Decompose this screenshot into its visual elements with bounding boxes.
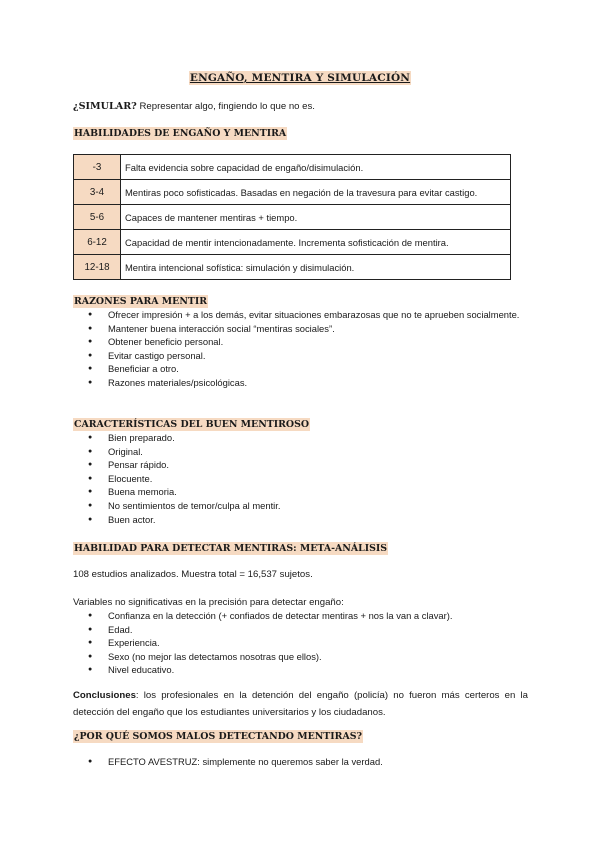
list-item: ● Confianza en la detección (+ confiados de detectar mentiras + nos la van a clavar).	[73, 609, 528, 623]
list-item: ● Nivel educativo.	[73, 663, 528, 677]
conclusiones-label: Conclusiones	[73, 690, 136, 701]
list-item: ● Evitar castigo personal.	[73, 349, 528, 363]
razones-list	[73, 308, 528, 390]
heading-deteccion: HABILIDAD PARA DETECTAR MENTIRAS: META-ANÁLISIS	[74, 543, 388, 554]
list-item: ● Beneficiar a otro.	[73, 362, 528, 376]
description-cell: Mentira intencional sofística: simulación y disimulación.	[121, 255, 511, 280]
list-item: ● Ofrecer impresión + a los demás, evitar situaciones embarazosas que no te aprueben socialmente.	[73, 308, 528, 322]
list-item: ● Razones materiales/psicológicas.	[73, 376, 528, 390]
habilidades-row	[74, 230, 511, 255]
habilidades-row	[74, 180, 511, 205]
description-cell: Capacidad de mentir intencionadamente. Incrementa sofisticación de mentira.	[121, 230, 511, 255]
list-item: ● Bien preparado.	[73, 431, 528, 445]
variables-intro: Variables no significativas en la precisión para detectar engaño:	[73, 597, 344, 608]
list-item: ● Experiencia.	[73, 636, 528, 650]
list-item: ● Obtener beneficio personal.	[73, 335, 528, 349]
age-range-cell: 5-6	[74, 205, 121, 230]
habilidades-table	[73, 154, 511, 280]
list-item: ● EFECTO AVESTRUZ: simplemente no queremos saber la verdad.	[73, 755, 528, 769]
list-item: ● Elocuente.	[73, 472, 528, 486]
document-title: ENGAÑO, MENTIRA Y SIMULACIÓN	[189, 72, 411, 84]
age-range-cell: 6-12	[74, 230, 121, 255]
list-item: ● Mantener buena interacción social “mentiras sociales”.	[73, 322, 528, 336]
age-range-cell: 3-4	[74, 180, 121, 205]
malos-list	[73, 755, 528, 769]
description-cell: Mentiras poco sofisticadas. Basadas en negación de la travesura para evitar castigo.	[121, 180, 511, 205]
heading-habilidades: HABILIDADES DE ENGAÑO Y MENTIRA	[74, 128, 287, 139]
estudios-text: 108 estudios analizados. Muestra total = 16,537 sujetos.	[73, 569, 313, 580]
simular-definition	[73, 101, 315, 112]
list-item: ● Original.	[73, 445, 528, 459]
heading-malos: ¿POR QUÉ SOMOS MALOS DETECTANDO MENTIRAS?	[74, 731, 362, 742]
habilidades-row	[74, 205, 511, 230]
conclusiones-text: : los profesionales en la detención del engaño (policía) no fueron más certeros en la detección del engaño que los estudiantes universitarios y los ciudadanos.	[73, 690, 528, 718]
description-cell: Falta evidencia sobre capacidad de engaño/disimulación.	[121, 155, 511, 180]
list-item: ● Buena memoria.	[73, 485, 528, 499]
conclusiones-paragraph	[73, 688, 528, 721]
description-cell: Capaces de mantener mentiras + tiempo.	[121, 205, 511, 230]
heading-caracteristicas: CARACTERÍSTICAS DEL BUEN MENTIROSO	[74, 419, 310, 430]
heading-razones: RAZONES PARA MENTIR	[74, 296, 208, 307]
caracteristicas-list	[73, 431, 528, 526]
age-range-cell: 12-18	[74, 255, 121, 280]
simular-term: ¿SIMULAR?	[73, 101, 137, 112]
habilidades-row	[74, 155, 511, 180]
list-item: ● No sentimientos de temor/culpa al mentir.	[73, 499, 528, 513]
list-item: ● Sexo (no mejor las detectamos nosotras que ellos).	[73, 650, 528, 664]
list-item: ● Edad.	[73, 623, 528, 637]
simular-text: Representar algo, fingiendo lo que no es.	[136, 101, 315, 112]
variables-list	[73, 609, 528, 677]
age-range-cell: -3	[74, 155, 121, 180]
habilidades-row	[74, 255, 511, 280]
list-item: ● Pensar rápido.	[73, 458, 528, 472]
list-item: ● Buen actor.	[73, 513, 528, 527]
